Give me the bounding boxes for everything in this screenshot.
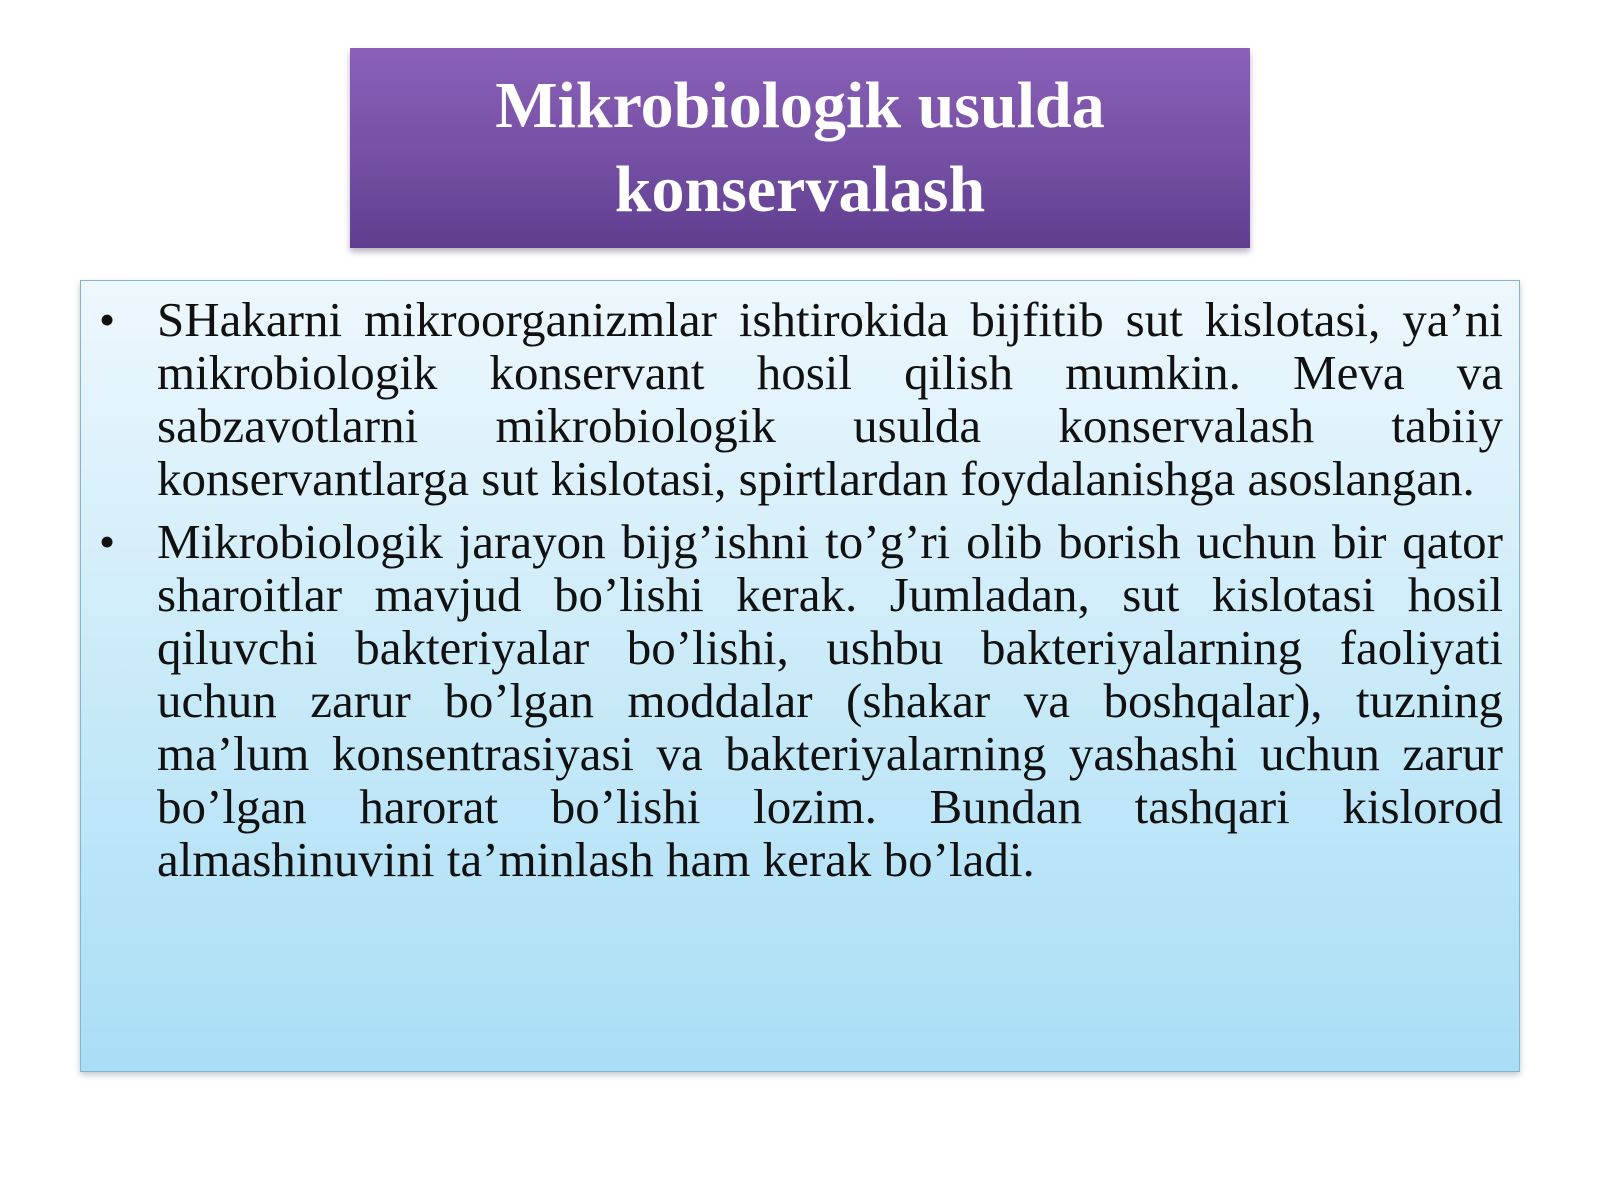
bullet-text: SHakarni mikroorganizmlar ishtirokida bijfitib sut kislotasi, ya’ni mikrobiologik konservant hosil qilish mumkin. Meva va sabzavotlarni mikrobiologik usulda konservalash tabiiy konservantlarga sut kislotasi, spirtlardan foydalanishga asoslangan. [157, 292, 1503, 506]
bullet-text: Mikrobiologik jarayon bijg’ishni to’g’ri olib borish uchun bir qator sharoitlar mavjud bo’lishi kerak. Jumladan, sut kislotasi hosil qiluvchi bakteriyalar bo’lishi, ushbu bakteriyalarning faoliyati uchun zarur bo’lgan moddalar (shakar va boshqalar), tuzning ma’lum konsentrasiyasi va bakteriyalarning yashashi uchun zarur bo’lgan harorat bo’lishi lozim. Bundan tashqari kislorod almashinuvini ta’minlash ham kerak bo’ladi. [157, 514, 1503, 887]
bullet-item [81, 515, 1503, 886]
title-banner [350, 48, 1250, 248]
bullet-item [81, 293, 1503, 505]
slide-title: Mikrobiologik usulda konservalash [495, 69, 1105, 226]
bullet-icon: • [99, 516, 116, 567]
content-panel [80, 280, 1520, 1072]
bullet-icon: • [99, 294, 116, 345]
bullet-list [81, 293, 1503, 886]
